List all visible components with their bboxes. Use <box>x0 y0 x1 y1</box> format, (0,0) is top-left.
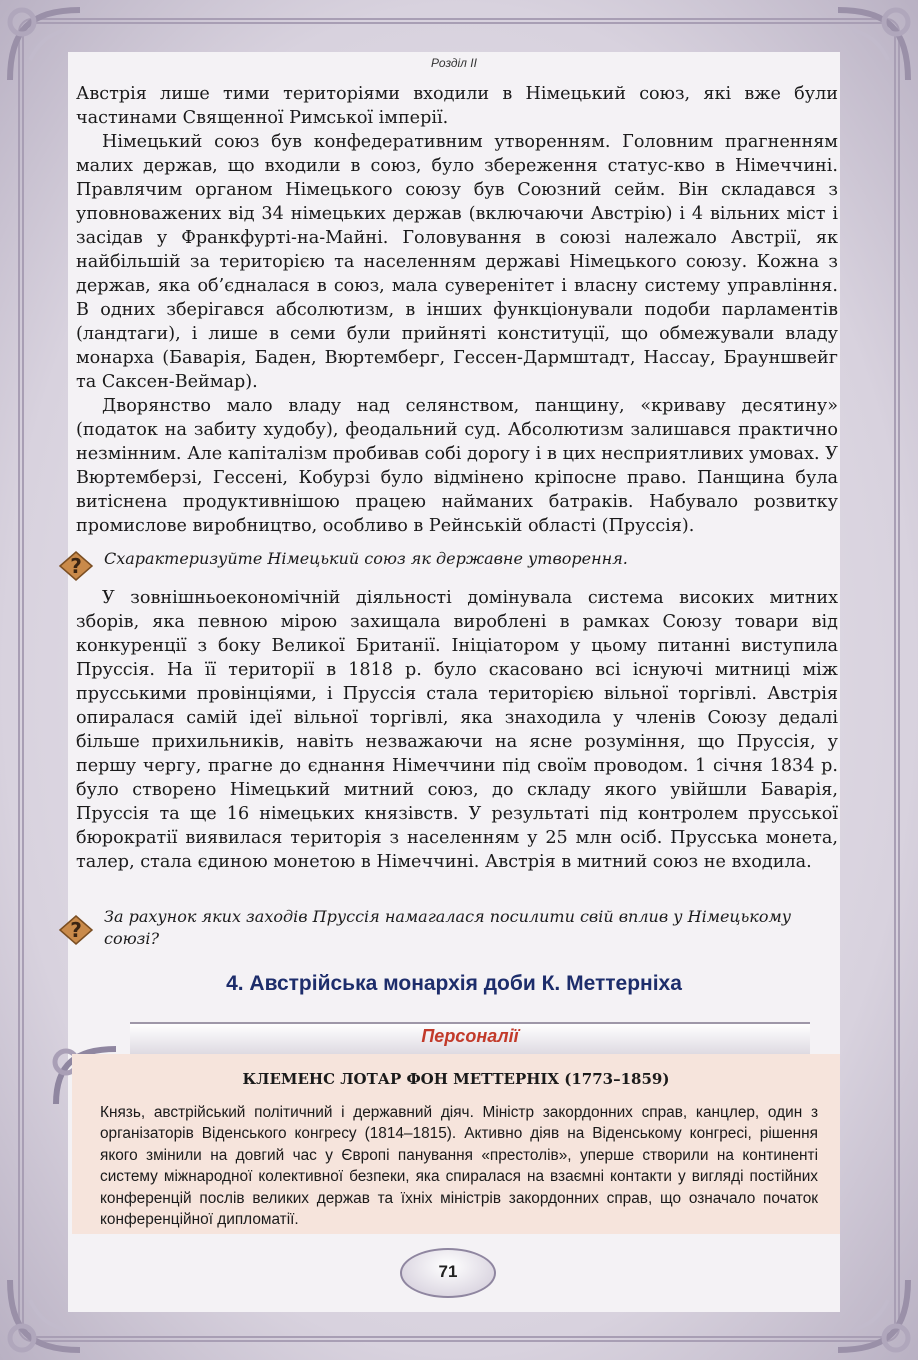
personalii-header-bar <box>130 1022 810 1056</box>
question-block <box>56 906 840 954</box>
body-text-top <box>76 82 838 538</box>
svg-text:?: ? <box>70 918 82 942</box>
person-info-box <box>72 1054 840 1234</box>
section-header: Розділ ІІ <box>431 56 477 70</box>
person-name: КЛЕМЕНС ЛОТАР ФОН МЕТТЕРНІХ (1773–1859) <box>242 1070 670 1088</box>
ornament-corner-icon <box>828 0 918 90</box>
paragraph: Дворянство мало владу над селянством, панщину, «криваву десятину» (податок на забиту худобу), феодальний суд. Абсолютизм залишався практично незмінним. Але капіталізм пробивав собі дорогу і в цих несприятливих умовах. У Вюртемберзі, Гессені, Кобурзі було відмінено кріпосне право. Панщина була витіснена продуктивнішою працею найманих батраків. Набувало розвитку промислове виробництво, особливо в Рейнській області (Пруссія). <box>76 396 838 536</box>
paragraph: Австрія лише тими територіями входили в Німецький союз, які вже були частинами Священної Римської імперії. <box>76 84 838 128</box>
page-number: 71 <box>438 1262 458 1281</box>
svg-text:?: ? <box>70 554 82 578</box>
paragraph: У зовнішньоекономічній діяльності домінувала система високих митних зборів, яка певною мірою захищала вироблені в рамках Союзу товари від конкуренції з боку Великої Британії. Ініціатором у цьому питанні виступила Пруссія. На її території в 1818 р. було скасовано всі існуючі митниці між прусськими провінціями, і Пруссія стала територією вільної торгівлі. Австрія опиралася самій ідеї вільної торгівлі, яка знаходила у членів Союзу дедалі більше прихильників, навіть незважаючи на ясне розуміння, що Пруссія, у першу чергу, прагне до єднання Німеччини під своїм проводом. 1 січня 1834 р. було створено Німецький митний союз, до складу якого увійшли Баварія, Пруссія та ще 16 німецьких князівств. У результаті під контролем прусської бюрократії виявилася територія з населенням у 25 млн осіб. Прусська монета, талер, стала єдиною монетою в Німеччині. Австрія в митний союз не входила. <box>76 588 838 872</box>
question-icon <box>56 910 96 950</box>
question-icon <box>56 546 96 586</box>
paragraph: Німецький союз був конфедеративним утворенням. Головним прагненням малих держав, що входили в союз, було збереження статус-кво в Німеччині. Правлячим органом Німецького союзу був Союзний сейм. Він складався з уповноважених від 34 німецьких держав (включаючи Австрію) і 4 вільних міст і засідав у Франкфурті-на-Майні. Головування в союзі належало Австрії, як найбільшій за територією та населенням державі Німецького союзу. Кожна з держав, яка об’єдналася в союз, мала суверенітет і власну систему управління. В одних зберігався абсолютизм, в інших функціонували подоби парламентів (ландтаги), і лише в семи були прийняті конституції, що обмежували владу монарха (Баварія, Баден, Вюртемберг, Гессен-Дармштадт, Нассау, Брауншвейг та Саксен-Веймар). <box>76 132 838 392</box>
body-text-mid <box>76 586 838 874</box>
question-text: Схарактеризуйте Німецький союз як державне утворення. <box>104 549 628 568</box>
personalii-label: Персоналії <box>421 1026 519 1046</box>
page-number-badge <box>400 1248 496 1298</box>
ornament-corner-icon <box>828 1270 918 1360</box>
question-text: За рахунок яких заходів Пруссія намагалася посилити свій вплив у Німецькому союзі? <box>104 907 792 948</box>
section-title: 4. Австрійська монархія доби К. Меттерніха <box>226 972 682 995</box>
question-block <box>56 546 840 586</box>
person-description: Князь, австрійський політичний і державний діяч. Міністр закордонних справ, канцлер, один з організаторів Віденського конгресу (1814–1815). Активно діяв на Віденському конгресі, рішення якого змінили на довгий час у Європі панування «престолів», уперше створили на континенті систему міжнародної колективної безпеки, яка спиралася на взаємні контакти у вигляді постійних конференцій послів великих держав та їхніх міністрів закордонних справ, що означало початок конференційної дипломатії. <box>100 1104 818 1229</box>
